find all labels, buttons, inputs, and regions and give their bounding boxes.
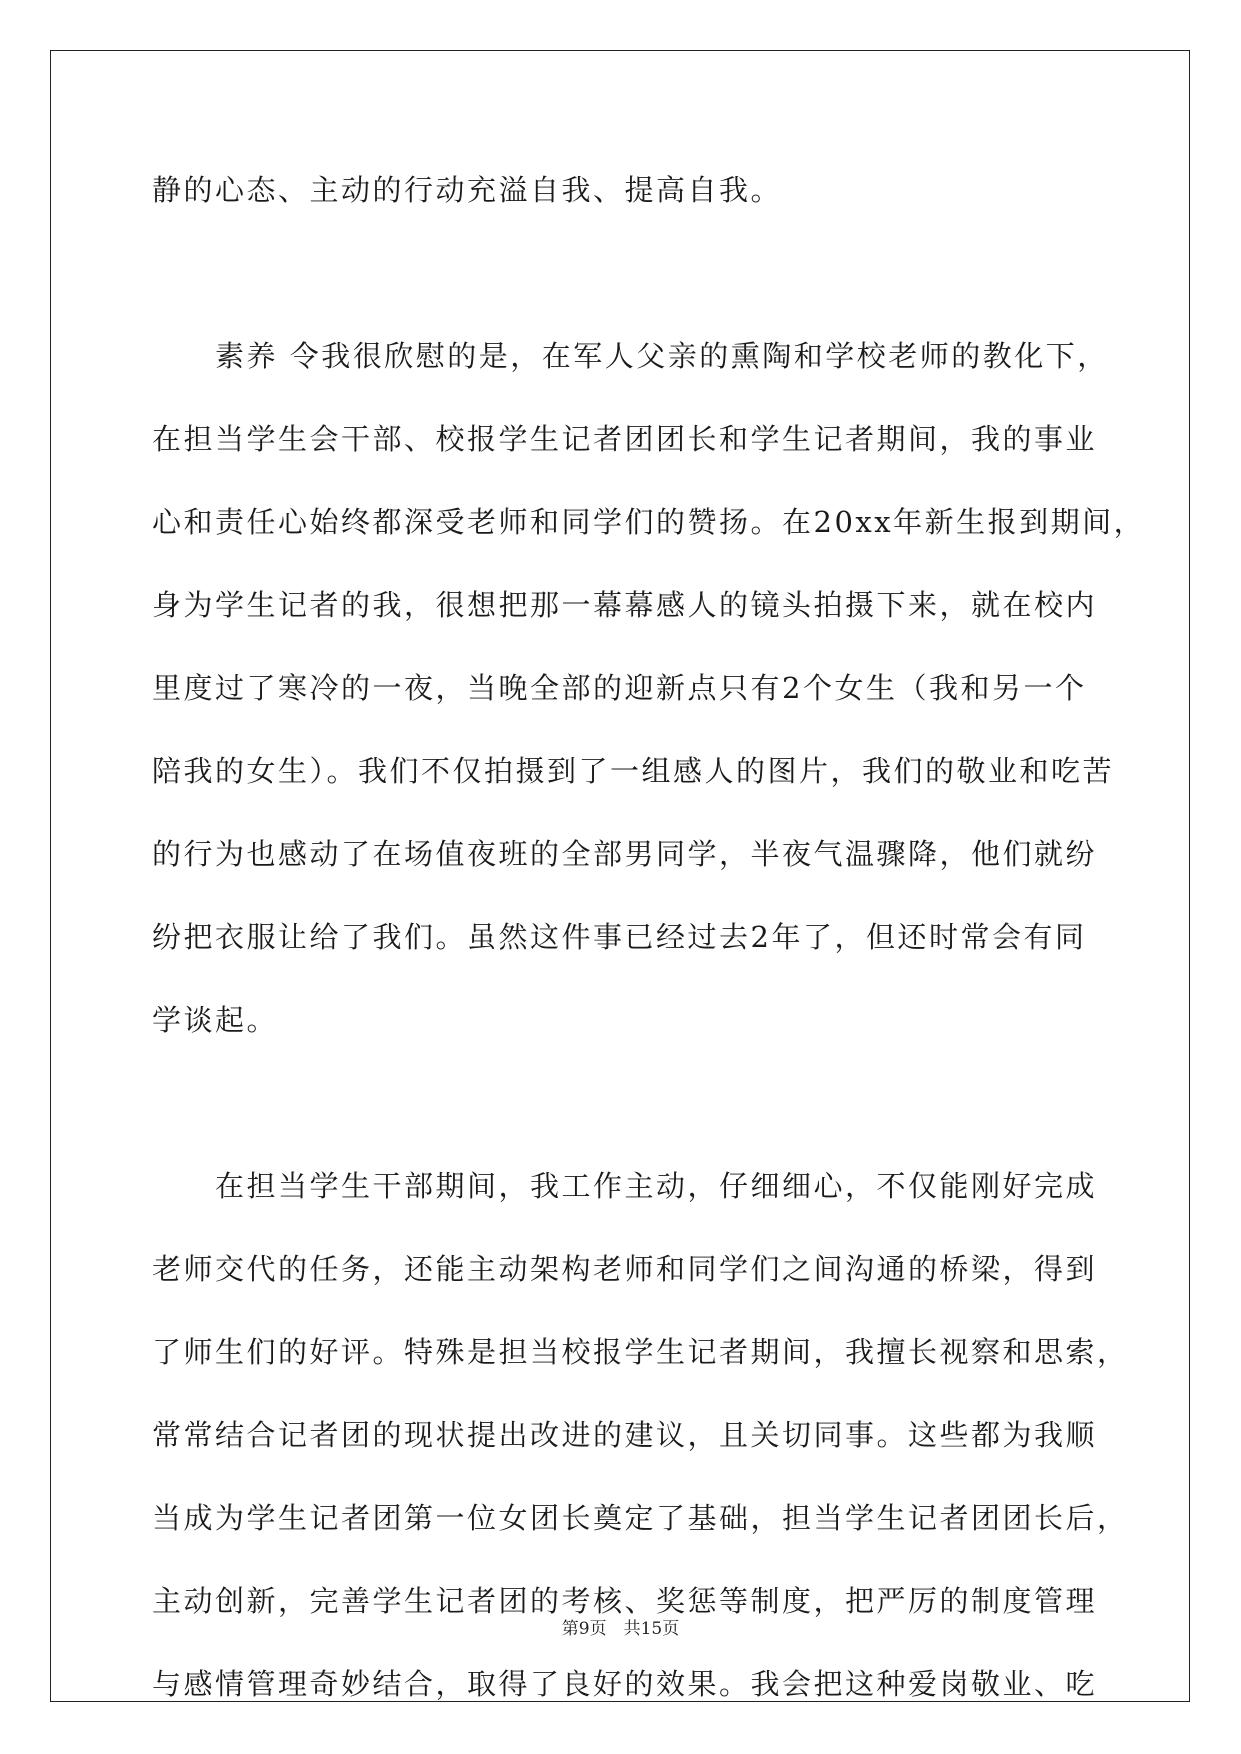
text-line: 常常结合记者团的现状提出改进的建议，且关切同事。这些都为我顺 [152, 1418, 1098, 1452]
body-text [152, 160, 1146, 1737]
text-line: 纷把衣服让给了我们。虽然这件事已经过去2年了，但还时常会有同 [152, 920, 1087, 954]
text-line [152, 1073, 1097, 1156]
page-number-footer: 第9页 共15页 [561, 1619, 680, 1639]
text-line: 与感情管理奇妙结合，取得了良好的效果。我会把这种爱岗敬业、吃 [152, 1667, 1098, 1701]
text-line: 素养 令我很欣慰的是，在军人父亲的熏陶和学校老师的教化下， [152, 339, 1109, 373]
text-line: 静的心态、主动的行动充溢自我、提高自我。 [152, 173, 783, 207]
text-line: 当成为学生记者团第一位女团长奠定了基础，担当学生记者团团长后， [152, 1501, 1129, 1535]
text-line: 陪我的女生）。我们不仅拍摄到了一组感人的图片，我们的敬业和吃苦 [152, 754, 1115, 788]
text-line: 了师生们的好评。特殊是担当校报学生记者期间，我擅长视察和思索， [152, 1335, 1129, 1369]
text-line: 主动创新，完善学生记者团的考核、奖惩等制度，把严厉的制度管理 [152, 1584, 1098, 1618]
text-line: 在担当学生会干部、校报学生记者团团长和学生记者期间，我的事业 [152, 422, 1098, 456]
text-line: 学谈起。 [152, 1003, 279, 1037]
text-line: 在担当学生干部期间，我工作主动，仔细细心，不仅能刚好完成 [152, 1169, 1098, 1203]
text-line: 身为学生记者的我，很想把那一幕幕感人的镜头拍摄下来，就在校内 [152, 588, 1098, 622]
text-line: 老师交代的任务，还能主动架构老师和同学们之间沟通的桥梁，得到 [152, 1252, 1098, 1286]
text-line: 的行为也感动了在场值夜班的全部男同学，半夜气温骤降，他们就纷 [152, 837, 1098, 871]
text-line [152, 243, 1097, 326]
text-line: 心和责任心始终都深受老师和同学们的赞扬。在20xx年新生报到期间， [152, 505, 1146, 539]
text-line: 里度过了寒冷的一夜，当晚全部的迎新点只有2个女生（我和另一个 [152, 671, 1087, 705]
